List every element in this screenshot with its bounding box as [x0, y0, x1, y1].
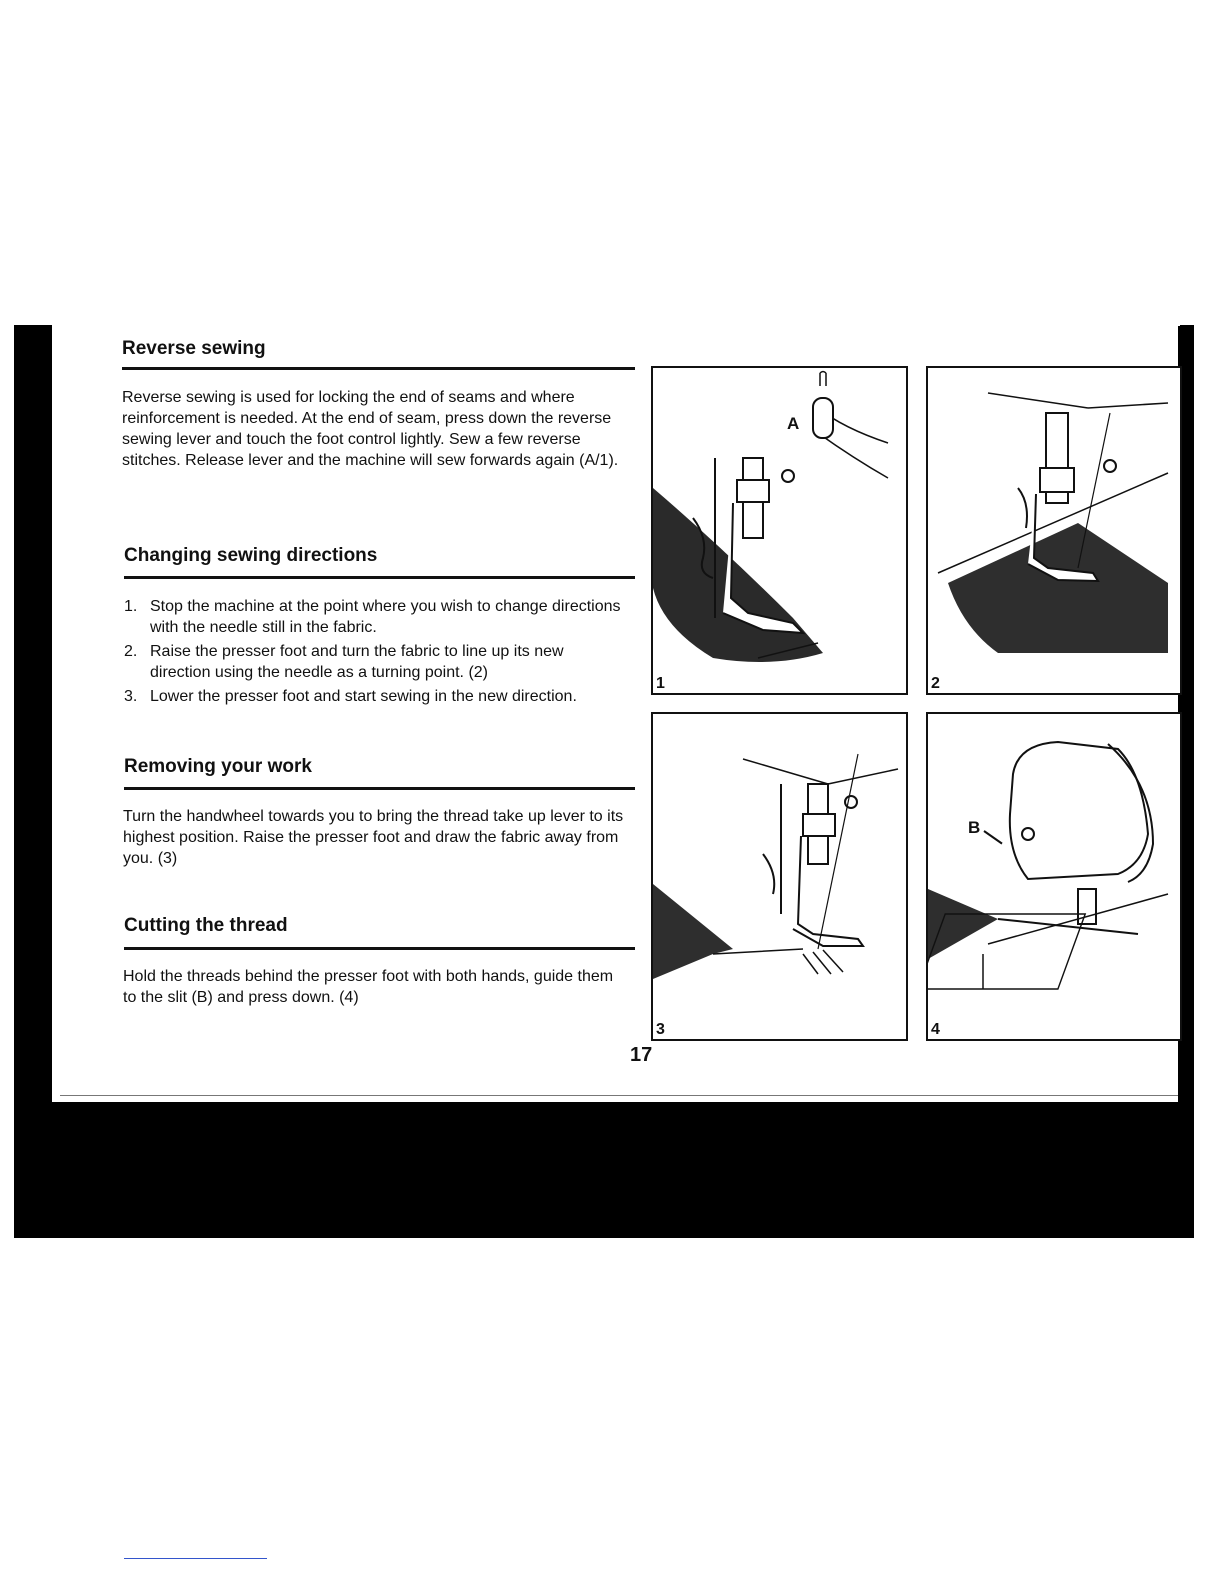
heading-cutting-thread: Cutting the thread — [124, 915, 288, 936]
figure-4 — [926, 712, 1182, 1041]
figure-label: 4 — [931, 1021, 940, 1038]
direction-steps — [124, 596, 624, 710]
step-number: 2. — [124, 643, 138, 660]
figure-label: 1 — [656, 675, 665, 692]
step-number: 3. — [124, 688, 138, 705]
figure-4-illustration — [928, 714, 1180, 1039]
callout-label: B — [968, 818, 981, 837]
step-text: Lower the presser foot and start sewing in the new direction. — [150, 688, 577, 705]
heading-rule — [122, 367, 635, 370]
figure-3 — [651, 712, 908, 1041]
figure-2-illustration — [928, 368, 1180, 693]
divider — [124, 1558, 267, 1559]
removing-work-text: Turn the handwheel towards you to bring the thread take up lever to its highest position. Raise the presser foot and draw the fabric away from you. (3) — [123, 808, 624, 867]
page-number: 17 — [630, 1044, 653, 1066]
cutting-thread-text: Hold the threads behind the presser foot with both hands, guide them to the slit (B) and press down. (4) — [123, 968, 614, 1006]
figure-1-illustration — [653, 368, 906, 693]
figure-2 — [926, 366, 1182, 695]
heading-rule — [124, 947, 635, 950]
heading-rule — [124, 787, 635, 790]
heading-reverse-sewing: Reverse sewing — [122, 338, 266, 359]
figure-label: 3 — [656, 1021, 665, 1038]
figure-label: 2 — [931, 675, 940, 692]
step-text: Stop the machine at the point where you wish to change directions with the needle still in the fabric. — [150, 598, 621, 636]
reverse-sewing-text: Reverse sewing is used for locking the end of seams and where reinforcement is needed. At the end of seam, press down the reverse sewing lever and touch the foot control lightly. Sew a few reverse stitches. Release lever and the machine will sew forwards again (A/1). — [122, 389, 619, 469]
step-item — [124, 596, 624, 638]
heading-changing-directions: Changing sewing directions — [124, 545, 378, 566]
step-item — [124, 686, 624, 707]
divider — [60, 1095, 1178, 1096]
heading-rule — [124, 576, 635, 579]
figure-1 — [651, 366, 908, 695]
step-text: Raise the presser foot and turn the fabric to line up its new direction using the needle as a turning point. (2) — [150, 643, 564, 681]
step-item — [124, 641, 624, 683]
callout-label: A — [787, 414, 800, 433]
step-number: 1. — [124, 598, 138, 615]
figure-3-illustration — [653, 714, 906, 1039]
heading-removing-work: Removing your work — [124, 756, 312, 777]
